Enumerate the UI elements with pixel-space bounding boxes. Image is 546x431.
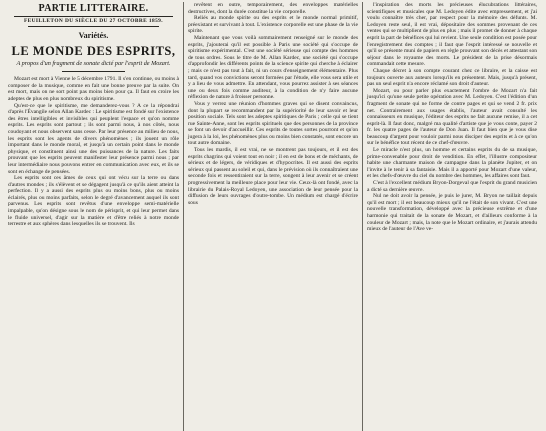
paragraph: Qu'est-ce que le spiritisme, me demanderez-vous ? A ce la répondrai d'après l'Évangile selon Allan Kardec : Le spiritisme est fondé sur l'existence des êtres intelligibles et invisibles qui peuplent l'espace et qu'on nomme esprits. Les esprits sont partout ; ils sont parmi nous, à nos côtés, nous coudoyant et nous observent sans cesse. Par leur présence au milieu de nous, les esprits sont les agents de divers phénomènes ; ils jouent un rôle important dans le monde moral, et jusqu'à un certain point dans le monde physique, et constituent ainsi une des puissances de la nature. Les faits prouvant que les esprits peuvent manifester leur présence parmi nous ; par leur intermédiaire nous pouvons entrer en communication avec eux, et ils se sont en échange de pensées.	[8, 102, 179, 175]
title-divider	[62, 71, 125, 72]
paragraph: Reliés au monde spirite ou des esprits et le monde normal primitif, préexistant et survivant à tout. L'existence corporelle est une phase de la vie spirite.	[188, 15, 358, 35]
feuilleton-line: FEUILLETON DU SIÈCLE DU 27 OCTOBRE 1859.	[23, 18, 164, 24]
column-1	[4, 2, 183, 431]
paragraph: C'est à l'excellent médium Bryon-Dorgeval que l'esprit du grand musicien a dicté sa dernière œuvre.	[367, 180, 537, 193]
article-subtitle: A propos d'un fragment de sonate dicté par l'esprit de Mozart.	[16, 60, 171, 67]
paragraph: Le miracle n'est plus, un homme et certains esprits du de sa musique, prime-convenable pour droit de vendition. En effet, l'illustre compositeur habite une charmante maison de campagne dans la planète Jupiter, et on l'invite à le tenir à sa fantaisie. Mais il a apporté pour Mozart d'une valeur, et les chefs-d'œuvre du ciel du nombre des hommes, les affaires sont faut.	[367, 147, 537, 180]
rubric-heading: Variétés.	[78, 31, 109, 40]
paragraph: Vous y verrez une réunion d'hommes graves qui se disent convaincus, dont la plupart se recommandent par la supériorité de leur savoir et leur position sociale. Tels sont les adeptes spiritiques de Paris ; celle qui se tient rue Sainte-Anne, sont les esprits spirituels que des personnes de la province se font un devoir d'accueillir. Ces esprits de toutes sortes pourront et qu'on jugera à la loi, les phénomènes plus ou moins bien constatés, sont encore un tout autre domaine.	[188, 100, 358, 147]
column-3	[362, 2, 541, 431]
section-title: PARTIE LITTERAIRE.	[38, 3, 149, 14]
masthead	[8, 3, 179, 72]
paragraph: Chaque décret à son compte courant chez ce libraire, et la caisse est toujours ouverte aux auteurs lorsqu'ils en présentent. Mais, jusqu'à présent, pas un seul esprit n'a encore réclamé son droit d'auteur.	[367, 67, 537, 88]
article-title: LE MONDE DES ESPRITS,	[11, 44, 176, 58]
paragraph: l'inspiration des morts les précieuses élucubrations littéraires, scientifiques et musicales que M. Ledoyen édite avec empressement, et j'ai voulu connaître très cher, par respect pour la mémoire des défunts. M. Ledoyen reste seul, il est vrai, dépositaire des sommes provenant de ces ventes qui se multiplient de plus en plus ; mais il promet de donner à chaque esprit la part de bénéfices qui lui revient. Une seule condition est posée pour l'enregistrement des comptes ; il faut que l'esprit intéressé se nouvelle et qu'il se présente muni de papiers en règle prouvant son décès et attestant son séjour dans le royaume des morts. Le président de la prise désormais commandait cette mesure.	[367, 2, 537, 68]
masthead-rule-thin	[28, 26, 159, 27]
masthead-rule	[14, 16, 173, 17]
paragraph: Mozart est mort à Vienne le 5 décembre 1791. Il s'en continue, ou moins à composer de la musique, comme en fait une bonne preuve par la suite. On est mort, mais on ne sort point pas moins bien pour ça. Il faut en croire les adeptes de plus en plus nombreux du spiritisme.	[8, 76, 179, 102]
column-2	[183, 2, 362, 431]
paragraph: Tous les mardis, il est vrai, ne se montrent pas toujours, et il est des esprits chagrins qui voient tout en noir ; il en est de bons et de méchants, de sérieux et de légers, de véridiques et d'hypocrites. Il est aussi des esprits sérieux qui passent au soleil et qui, dans le prévision où ils connaîtraient une seconde fois et ressentiraient sur la terre, songent à leur avenir et se créent progressivement la meilleure place pour leur vie. Ceux-là ont fondé, avec la librairie du Palais-Royal Ledoyen, une association de leur pensée pour la diffusion de leurs ouvrages d'outre-tombe. Un médium est chargé d'écrire sous	[188, 147, 358, 206]
paragraph: Maintenant que vous voilà sommairement renseigné sur le monde des esprits, j'ajouterai qu'il est possible à Paris une société qui s'occupe de spiritisme expérimental. C'est une société sérieuse qui compte des hommes de tous ordres. Sous le titre de M. Allan Kardec, une société qui s'occupe d'approfondir les différents points de la science spirite qui cherche à éclairer ; mais ce n'est pas tout à fait, ni un cours d'enseignement élémentaire. Plus tard, quand vos convictions seront formées par l'étude, elle vous sera utile et y a lieu de vous admettre. En attendant, vous pourrez assister à ses séances une ou deux fois comme auditeur, à la condition de n'y faire aucune réflexion de nature à froisser personne.	[188, 34, 358, 101]
paragraph: Les esprits sont ces âmes de ceux qui ont vécu sur la terre ou dans d'autres mondes ; ils s'élèvent et se dégagent jusqu'à ce qu'ils aient atteint la perfection. Il y a aussi des esprits plus ou moins bons, plus ou moins éclairés, plus ou moins parfaits, selon le degré d'avancement auquel ils sont parvenus. Les esprits sont revêtus d'une enveloppe semi-matérielle impalpable, qu'on désigne sous le nom de périsprit, et qui leur permet dans le fluide universel, d'agir sur la matière et d'être reliés à notre monde terrestre et aux sphères dans lesquelles ils se trouvent. Ils	[8, 175, 179, 228]
paragraph: revêtent en outre, temporairement, des enveloppes matérielles destructives, dont la durée constitue la vie corporelle.	[188, 2, 358, 15]
paragraph: Nul ne doit avoir la pensée, je puis le jurer, M. Bryon ne taillait depuis qu'il est mort ; il est beaucoup mieux qu'il ne l'était de son vivant. C'est une nouvelle transformation, développé avec la précieuse extrême et d'une harmonie qui traitait de la sonate de Mozart, et d'ailleurs conforme à la couleur de Mozart ; mais, la note que le Mozart ordinaire, et j'aurais attendu mieux de l'auteur de l'Ave ve-	[367, 193, 537, 233]
paragraph: Mozart, ou pour parler plus exactement l'ombre de Mozart n'a fait jusqu'ici qu'une seule petite opération avec M. Ledoyen. C'est l'édition d'un fragment de sonate qui ne forme de contre pages et qui se vend 2 fr. prix net. Contrairement aux usages établis, l'auteur avait consulté les connaisseurs en musique, l'éditeur des esprits ne fait aucune remise, il a cet esprit-là. Il faut donc, malgré ma qualité d'artiste que je vous conte, payer 2 fr. les quatre pages de l'auteur de Don Juan. Il faut bien que je vous dise beaucoup d'argent pour vouloir parmi nous disciper des esprits et à ce qu'on sur le bénéfice tout récent de ce chef-d'œuvre.	[367, 87, 537, 147]
